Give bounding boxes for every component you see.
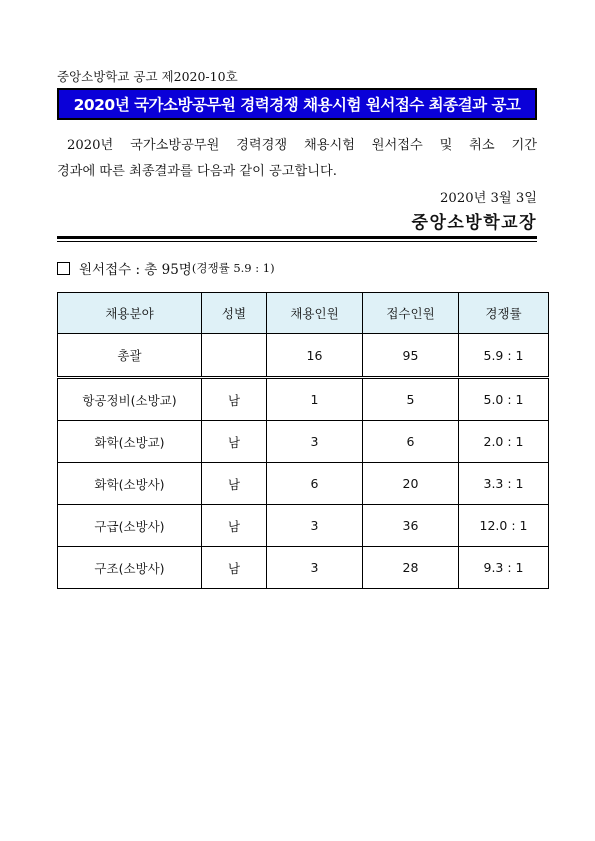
body-line-2: 경과에 따른 최종결과를 다음과 같이 공고합니다.	[57, 164, 337, 179]
cell-field: 구급(소방사)	[58, 505, 202, 547]
header-field: 채용분야	[58, 293, 202, 334]
cell-rate: 3.3 : 1	[459, 463, 549, 505]
cell-gender: 남	[202, 378, 267, 421]
cell-gender	[202, 334, 267, 378]
notice-title	[57, 88, 537, 120]
cell-applicants: 36	[363, 505, 459, 547]
competition-rate-note: (경쟁률 5.9 : 1)	[191, 261, 275, 275]
cell-rate: 12.0 : 1	[459, 505, 549, 547]
section-heading	[57, 258, 275, 278]
cell-gender: 남	[202, 421, 267, 463]
cell-applicants: 95	[363, 334, 459, 378]
cell-field: 화학(소방교)	[58, 421, 202, 463]
cell-applicants: 6	[363, 421, 459, 463]
cell-applicants: 28	[363, 547, 459, 589]
body-line-1: 2020년 국가소방공무원 경력경쟁 채용시험 원서접수 및 취소 기간	[67, 138, 537, 153]
results-table	[57, 292, 549, 589]
cell-rate: 5.0 : 1	[459, 378, 549, 421]
cell-field: 항공정비(소방교)	[58, 378, 202, 421]
cell-hires: 3	[267, 505, 363, 547]
table-row-total	[58, 334, 549, 378]
header-gender: 성별	[202, 293, 267, 334]
cell-field: 총괄	[58, 334, 202, 378]
table-row	[58, 547, 549, 589]
checkbox-square-icon	[57, 262, 70, 275]
table-row	[58, 378, 549, 421]
table-header-row	[58, 293, 549, 334]
cell-hires: 16	[267, 334, 363, 378]
cell-hires: 3	[267, 547, 363, 589]
notice-body	[57, 133, 537, 185]
cell-rate: 5.9 : 1	[459, 334, 549, 378]
cell-field: 화학(소방사)	[58, 463, 202, 505]
header-applicants: 접수인원	[363, 293, 459, 334]
cell-rate: 9.3 : 1	[459, 547, 549, 589]
cell-gender: 남	[202, 547, 267, 589]
table-row	[58, 505, 549, 547]
cell-field: 구조(소방사)	[58, 547, 202, 589]
section-heading-text: 원서접수 : 총 95명	[79, 262, 192, 278]
cell-hires: 1	[267, 378, 363, 421]
cell-gender: 남	[202, 463, 267, 505]
divider-thick	[57, 236, 537, 239]
cell-gender: 남	[202, 505, 267, 547]
cell-applicants: 20	[363, 463, 459, 505]
table-row	[58, 421, 549, 463]
notice-date: 2020년 3월 3일	[440, 191, 537, 206]
cell-hires: 3	[267, 421, 363, 463]
cell-applicants: 5	[363, 378, 459, 421]
notice-number: 중앙소방학교 공고 제2020-10호	[57, 69, 238, 84]
cell-rate: 2.0 : 1	[459, 421, 549, 463]
header-hires: 채용인원	[267, 293, 363, 334]
table-row	[58, 463, 549, 505]
divider-thin	[57, 241, 537, 242]
notice-title-text: 2020년 국가소방공무원 경력경쟁 채용시험 원서접수 최종결과 공고	[73, 96, 521, 114]
issuer-name: 중앙소방학교장	[411, 213, 537, 233]
cell-hires: 6	[267, 463, 363, 505]
header-rate: 경쟁률	[459, 293, 549, 334]
